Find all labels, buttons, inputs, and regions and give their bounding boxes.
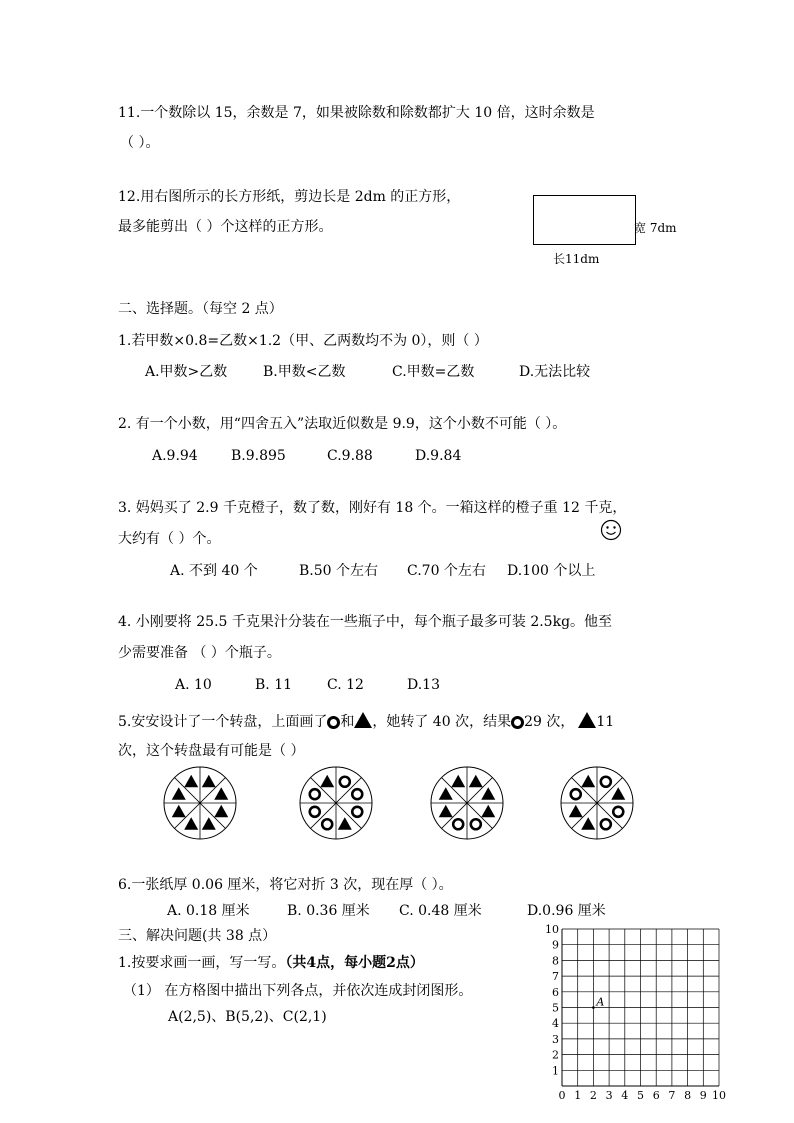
q5-text-b: 和	[340, 714, 355, 730]
rect-length-label: 长11dm	[553, 252, 600, 266]
y-tick-label: 6	[552, 985, 559, 999]
x-tick-label: 10	[712, 1089, 726, 1102]
smiley-icon	[600, 519, 622, 541]
y-tick-label: 5	[552, 1001, 559, 1015]
q3-option-d: D.100 个以上	[507, 563, 596, 579]
y-tick-label: 2	[552, 1048, 559, 1062]
q2-option-b: B.9.895	[231, 448, 286, 464]
q2-option-c: C.9.88	[327, 448, 373, 464]
triangle-icon	[338, 817, 352, 830]
q11-line2: （ ）。	[120, 135, 160, 151]
triangle-icon	[214, 805, 228, 818]
q4-option-c: C. 12	[327, 677, 364, 693]
triangle-icon	[172, 805, 186, 818]
q5-text-e: 11	[596, 714, 615, 730]
circle-icon	[453, 819, 463, 829]
triangle-icon	[451, 775, 465, 788]
triangle-icon	[172, 787, 186, 800]
coordinate-grid	[540, 920, 740, 1105]
q5-text-d: 29 次，	[524, 714, 575, 730]
q11-line1: 11.一个数除以 15，余数是 7，如果被除数和除数都扩大 10 倍，这时余数是	[118, 105, 595, 121]
x-tick-label: 9	[699, 1089, 707, 1102]
q2-text: 2. 有一个小数，用“四舍五入”法取近似数是 9.9，这个小数不可能（ ）。	[118, 416, 567, 432]
s3-q1-points: A(2,5)、B(5,2)、C(2,1)	[168, 1009, 327, 1025]
x-tick-label: 8	[684, 1089, 692, 1102]
triangle-icon	[581, 817, 595, 830]
q4-line2: 少需要准备 （ ）个瓶子。	[118, 645, 281, 661]
triangle-icon	[202, 817, 216, 830]
q1-option-c: C.甲数=乙数	[392, 364, 475, 380]
y-tick-label: 7	[552, 970, 559, 984]
q3-line2: 大约有（ ）个。	[118, 531, 221, 547]
spinner-option-c	[429, 765, 505, 841]
q6-option-a: A. 0.18 厘米	[167, 903, 250, 919]
spinner-option-a	[162, 765, 238, 841]
x-tick-label: 4	[621, 1089, 629, 1102]
circle-icon	[601, 777, 611, 787]
triangle-icon	[569, 805, 583, 818]
triangle-icon	[578, 712, 596, 728]
triangle-icon	[214, 787, 228, 800]
triangle-icon	[439, 787, 453, 800]
q12-line1: 12.用右图所示的长方形纸，剪边长是 2dm 的正方形，	[118, 189, 461, 205]
circle-icon	[613, 807, 623, 817]
circle-icon	[352, 807, 362, 817]
q4-option-a: A. 10	[175, 677, 212, 693]
q6-option-c: C. 0.48 厘米	[399, 903, 482, 919]
circle-icon	[352, 789, 362, 799]
q1-option-b: B.甲数<乙数	[263, 364, 346, 380]
triangle-icon	[611, 787, 625, 800]
q4-option-b: B. 11	[255, 677, 293, 693]
x-tick-label: 5	[637, 1089, 644, 1102]
q3-option-a: A. 不到 40 个	[170, 563, 258, 579]
q5-line1	[118, 712, 614, 731]
point-a-label: A	[596, 995, 605, 1009]
y-tick-label: 1	[552, 1064, 559, 1078]
q1-option-d: D.无法比较	[519, 364, 591, 380]
s3-q1-text: 1.按要求画一画，写一写。（共4点，每小题2点）	[118, 955, 424, 971]
triangle-icon	[469, 775, 483, 788]
q3-option-b: B.50 个左右	[299, 563, 379, 579]
x-tick-label: 2	[589, 1089, 597, 1102]
y-tick-label: 10	[545, 923, 559, 936]
q2-option-d: D.9.84	[415, 448, 462, 464]
x-tick-label: 1	[574, 1089, 582, 1102]
q5-text-c: ，她转了 40 次，结果	[372, 714, 512, 730]
q5-text-a: 5.安安设计了一个转盘，上面画了	[118, 714, 328, 730]
x-tick-label: 3	[605, 1089, 613, 1102]
point-a-marker	[592, 1006, 595, 1009]
q4-option-d: D.13	[407, 677, 440, 693]
circle-icon	[340, 777, 350, 787]
q2-option-a: A.9.94	[152, 448, 198, 464]
triangle-icon	[320, 775, 334, 788]
q6-option-b: B. 0.36 厘米	[287, 903, 370, 919]
section2-title: 二、选择题。（每空 2 点）	[118, 301, 283, 317]
circle-icon	[322, 819, 332, 829]
s3-q1-sub1: （1） 在方格图中描出下列各点，并依次连成封闭图形。	[123, 983, 473, 999]
y-tick-label: 4	[552, 1017, 559, 1031]
q5-line2: 次，这个转盘最有可能是（ ）	[118, 743, 305, 759]
triangle-icon	[354, 712, 372, 728]
circle-icon	[327, 716, 340, 729]
q6-option-d: D.0.96 厘米	[527, 903, 606, 919]
circle-icon	[310, 807, 320, 817]
circle-icon	[601, 819, 611, 829]
section3-title: 三、解决问题(共 38 点）	[118, 928, 277, 944]
x-tick-label: 7	[668, 1089, 676, 1102]
circle-icon	[471, 819, 481, 829]
y-tick-label: 3	[552, 1032, 559, 1046]
spinner-option-b	[298, 765, 374, 841]
circle-icon	[310, 789, 320, 799]
triangle-icon	[184, 775, 198, 788]
triangle-icon	[481, 787, 495, 800]
q1-text: 1.若甲数×0.8=乙数×1.2（甲、乙两数均不为 0），则（ ）	[118, 333, 488, 349]
x-tick-label: 0	[558, 1089, 566, 1102]
triangle-icon	[439, 805, 453, 818]
q3-option-c: C.70 个左右	[407, 563, 486, 579]
q3-line1: 3. 妈妈买了 2.9 千克橙子，数了数，刚好有 18 个。一箱这样的橙子重 12 千克，	[118, 500, 627, 516]
circle-icon	[511, 716, 524, 729]
spinner-option-d	[559, 765, 635, 841]
q6-text: 6.一张纸厚 0.06 厘米，将它对折 3 次，现在厚（ ）。	[118, 877, 453, 893]
q1-option-a: A.甲数>乙数	[145, 364, 228, 380]
triangle-icon	[581, 775, 595, 788]
circle-icon	[571, 789, 581, 799]
triangle-icon	[481, 805, 495, 818]
y-tick-label: 8	[552, 954, 559, 968]
q4-line1: 4. 小刚要将 25.5 千克果汁分装在一些瓶子中，每个瓶子最多可装 2.5kg。他至	[118, 614, 613, 630]
q12-line2: 最多能剪出（ ）个这样的正方形。	[118, 219, 333, 235]
y-tick-label: 9	[552, 938, 559, 952]
triangle-icon	[202, 775, 216, 788]
rect-width-label: 宽 7dm	[634, 221, 677, 235]
x-tick-label: 6	[652, 1089, 660, 1102]
triangle-icon	[184, 817, 198, 830]
rectangle-figure	[533, 195, 636, 245]
